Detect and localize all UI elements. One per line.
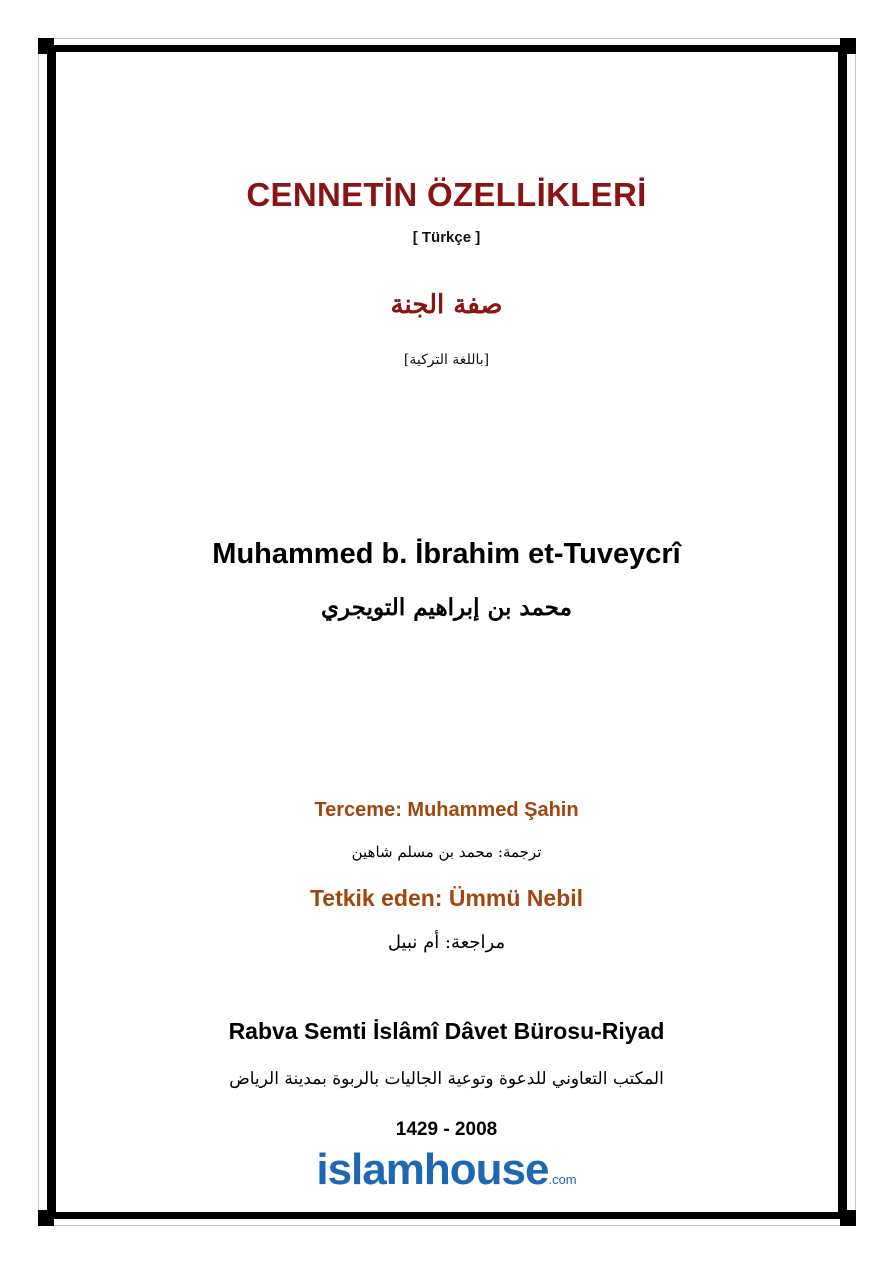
frame-corner-bottom-right [840, 1210, 856, 1226]
translator-credit-arabic: ترجمة: محمد بن مسلم شاهين [351, 843, 542, 861]
book-title: CENNETİN ÖZELLİKLERİ [246, 176, 647, 213]
frame-corner-bottom-left [38, 1210, 54, 1226]
translator-credit: Terceme: Muhammed Şahin [314, 799, 579, 821]
publisher-name-arabic: المكتب التعاوني للدعوة وتوعية الجاليات بالربوة بمدينة الرياض [229, 1069, 664, 1089]
book-title-arabic: صفة الجنة [390, 290, 503, 320]
reviewer-credit: Tetkik eden: Ümmü Nebil [309, 885, 584, 911]
reviewer-credit-arabic: مراجعة: أم نبيل [387, 932, 506, 953]
frame-corner-top-left [38, 38, 54, 54]
language-label-arabic: [باللغة التركية] [403, 352, 490, 368]
frame-corner-top-right [840, 38, 856, 54]
author-name: Muhammed b. İbrahim et-Tuveycrî [212, 538, 681, 570]
language-label: [ Türkçe ] [412, 229, 481, 246]
author-name-arabic: محمد بن إبراهيم التويجري [321, 594, 572, 621]
publisher-name: Rabva Semti İslâmî Dâvet Bürosu-Riyad [228, 1018, 665, 1044]
logo-wordmark: islamhouse [316, 1145, 549, 1194]
logo-domain-suffix: .com [548, 1172, 577, 1187]
publication-year: 1429 - 2008 [395, 1119, 498, 1140]
islamhouse-logo [0, 1145, 893, 1195]
